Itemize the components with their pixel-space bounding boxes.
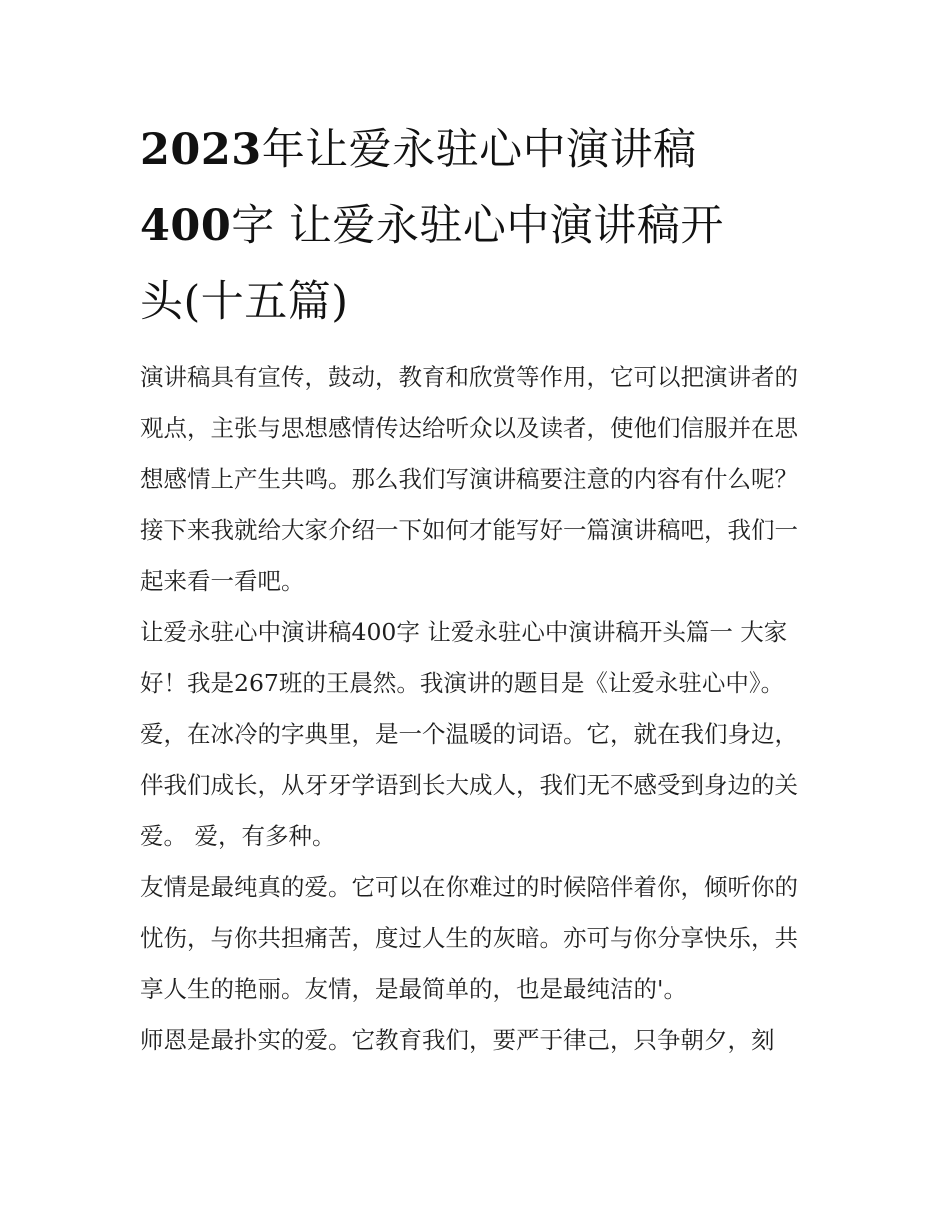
title-word-count: 400	[140, 201, 232, 251]
title-year: 2023	[140, 125, 262, 175]
title-line1-text: 年让爱永驻心中演讲稿	[261, 125, 697, 175]
document-content	[140, 112, 815, 1066]
title-line2-text: 字 让爱永驻心中演讲稿开	[231, 201, 724, 251]
paragraph-intro: 演讲稿具有宣传，鼓动，教育和欣赏等作用，它可以把演讲者的观点，主张与思想感情传达给听众以及读者，使他们信服并在思想感情上产生共鸣。那么我们写演讲稿要注意的内容有什么呢？接下来我就给大家介绍一下如何才能写好一篇演讲稿吧，我们一起来看一看吧。	[140, 363, 798, 595]
paragraph-love-definition: 爱，在冰冷的字典里，是一个温暖的词语。它，就在我们身边，伴我们成长，从牙牙学语到长大成人，我们无不感受到身边的关爱。 爱，有多种。	[140, 720, 798, 850]
paragraph-greeting: 让爱永驻心中演讲稿400字 让爱永驻心中演讲稿开头篇一 大家好！我是267班的王晨然。我演讲的题目是《让爱永驻心中》。	[140, 618, 788, 697]
paragraph-friendship: 友情是最纯真的爱。它可以在你难过的时候陪伴着你，倾听你的忧伤，与你共担痛苦，度过人生的灰暗。亦可与你分享快乐，共享人生的艳丽。友情，是最简单的，也是最纯洁的'。	[140, 873, 798, 1003]
paragraph-teacher: 师恩是最扑实的爱。它教育我们，要严于律己，只争朝夕，刻	[140, 1026, 775, 1054]
document-title	[140, 112, 815, 340]
title-line3-text: 头(十五篇)	[140, 277, 349, 327]
